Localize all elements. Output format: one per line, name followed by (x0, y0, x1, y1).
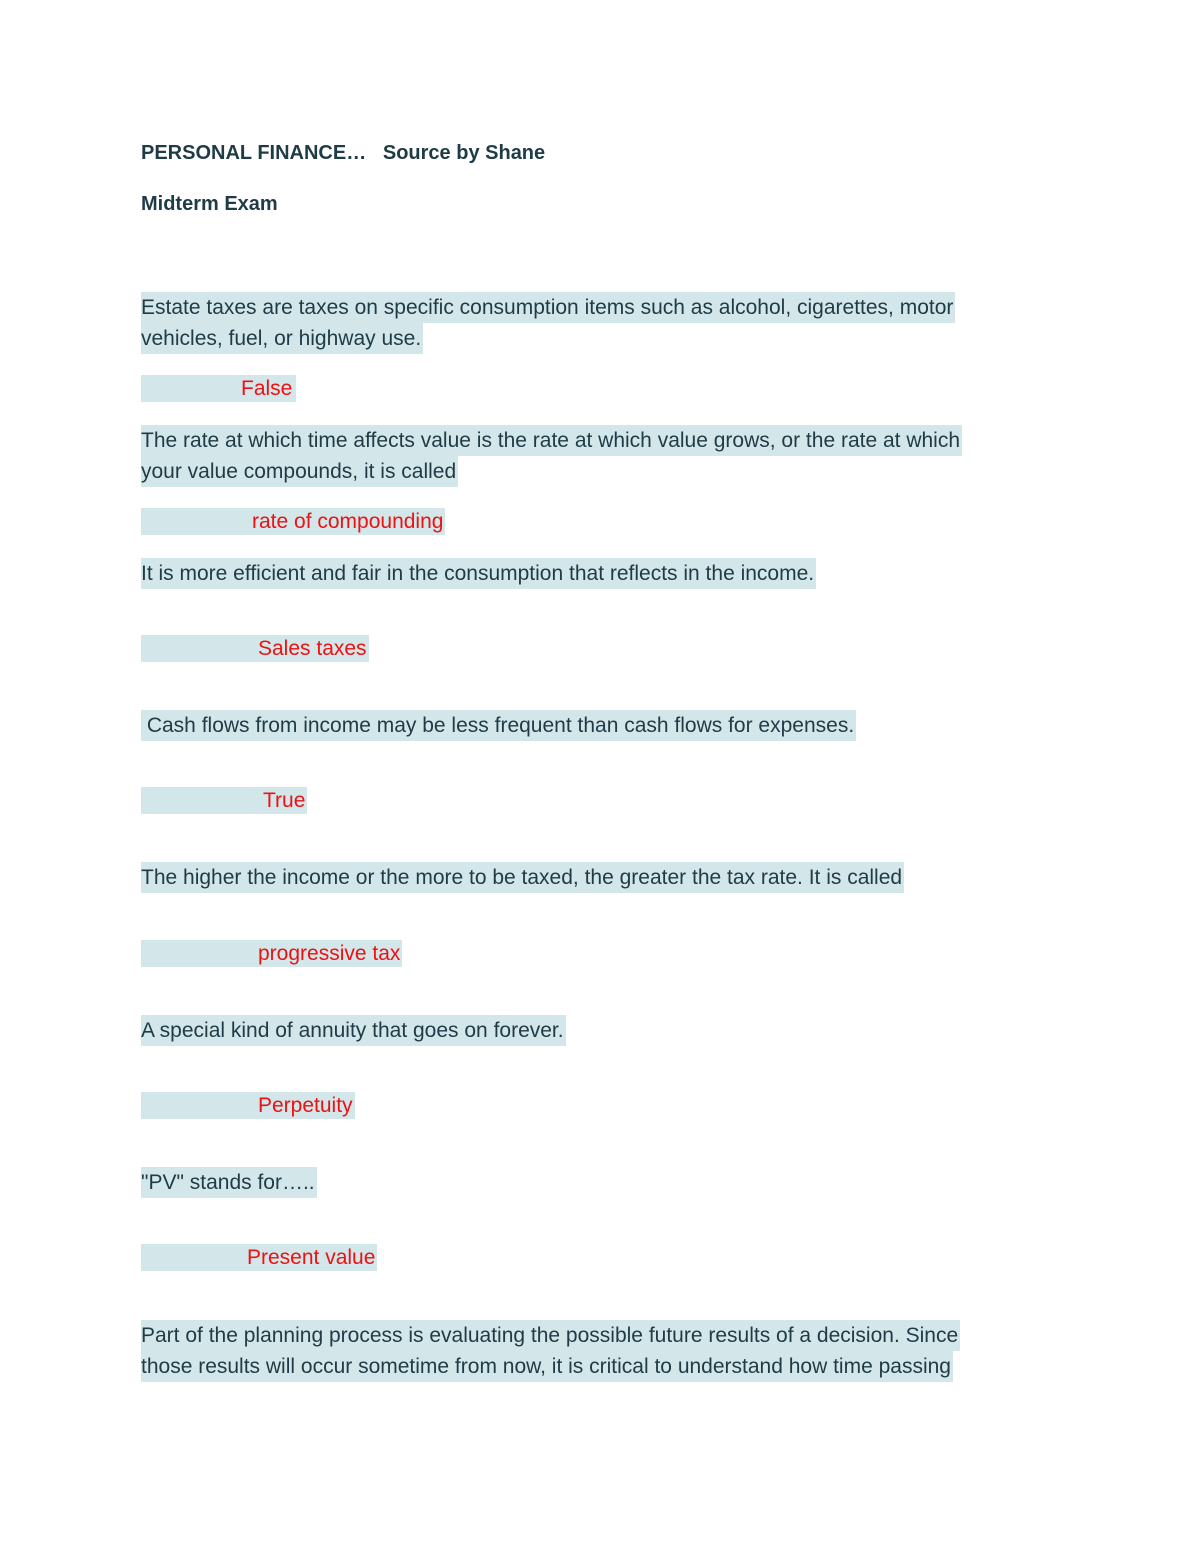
question-1 (141, 292, 955, 354)
question-6 (141, 1015, 566, 1046)
document-subtitle: Midterm Exam (141, 193, 278, 215)
question-4 (141, 710, 856, 741)
question-2 (141, 425, 962, 487)
question-7 (141, 1167, 317, 1198)
question-8 (141, 1320, 960, 1382)
question-3-line-1: It is more efficient and fair in the consumption that reflects in the income. (141, 558, 816, 589)
question-3 (141, 558, 816, 589)
question-1-line-2: vehicles, fuel, or highway use. (141, 323, 423, 354)
question-1-line-1: Estate taxes are taxes on specific consumption items such as alcohol, cigarettes, motor (141, 292, 955, 323)
answer-6: Perpetuity (141, 1092, 355, 1119)
question-5-line-1: The higher the income or the more to be taxed, the greater the tax rate. It is called (141, 862, 904, 893)
answer-2: rate of compounding (141, 508, 445, 535)
question-8-line-2: those results will occur sometime from now, it is critical to understand how time passing (141, 1351, 953, 1382)
question-2-line-2: your value compounds, it is called (141, 456, 458, 487)
question-2-line-1: The rate at which time affects value is the rate at which value grows, or the rate at which (141, 425, 962, 456)
question-7-line-1: "PV" stands for….. (141, 1167, 317, 1198)
answer-7: Present value (141, 1244, 377, 1271)
document-title: PERSONAL FINANCE… Source by Shane (141, 142, 546, 164)
answer-1: False (141, 375, 296, 402)
question-5 (141, 862, 904, 893)
answer-5: progressive tax (141, 940, 402, 967)
answer-4: True (141, 787, 307, 814)
question-4-line-1: Cash flows from income may be less frequent than cash flows for expenses. (141, 710, 856, 741)
question-8-line-1: Part of the planning process is evaluating the possible future results of a decision. Since (141, 1320, 960, 1351)
answer-3: Sales taxes (141, 635, 369, 662)
question-6-line-1: A special kind of annuity that goes on forever. (141, 1015, 566, 1046)
